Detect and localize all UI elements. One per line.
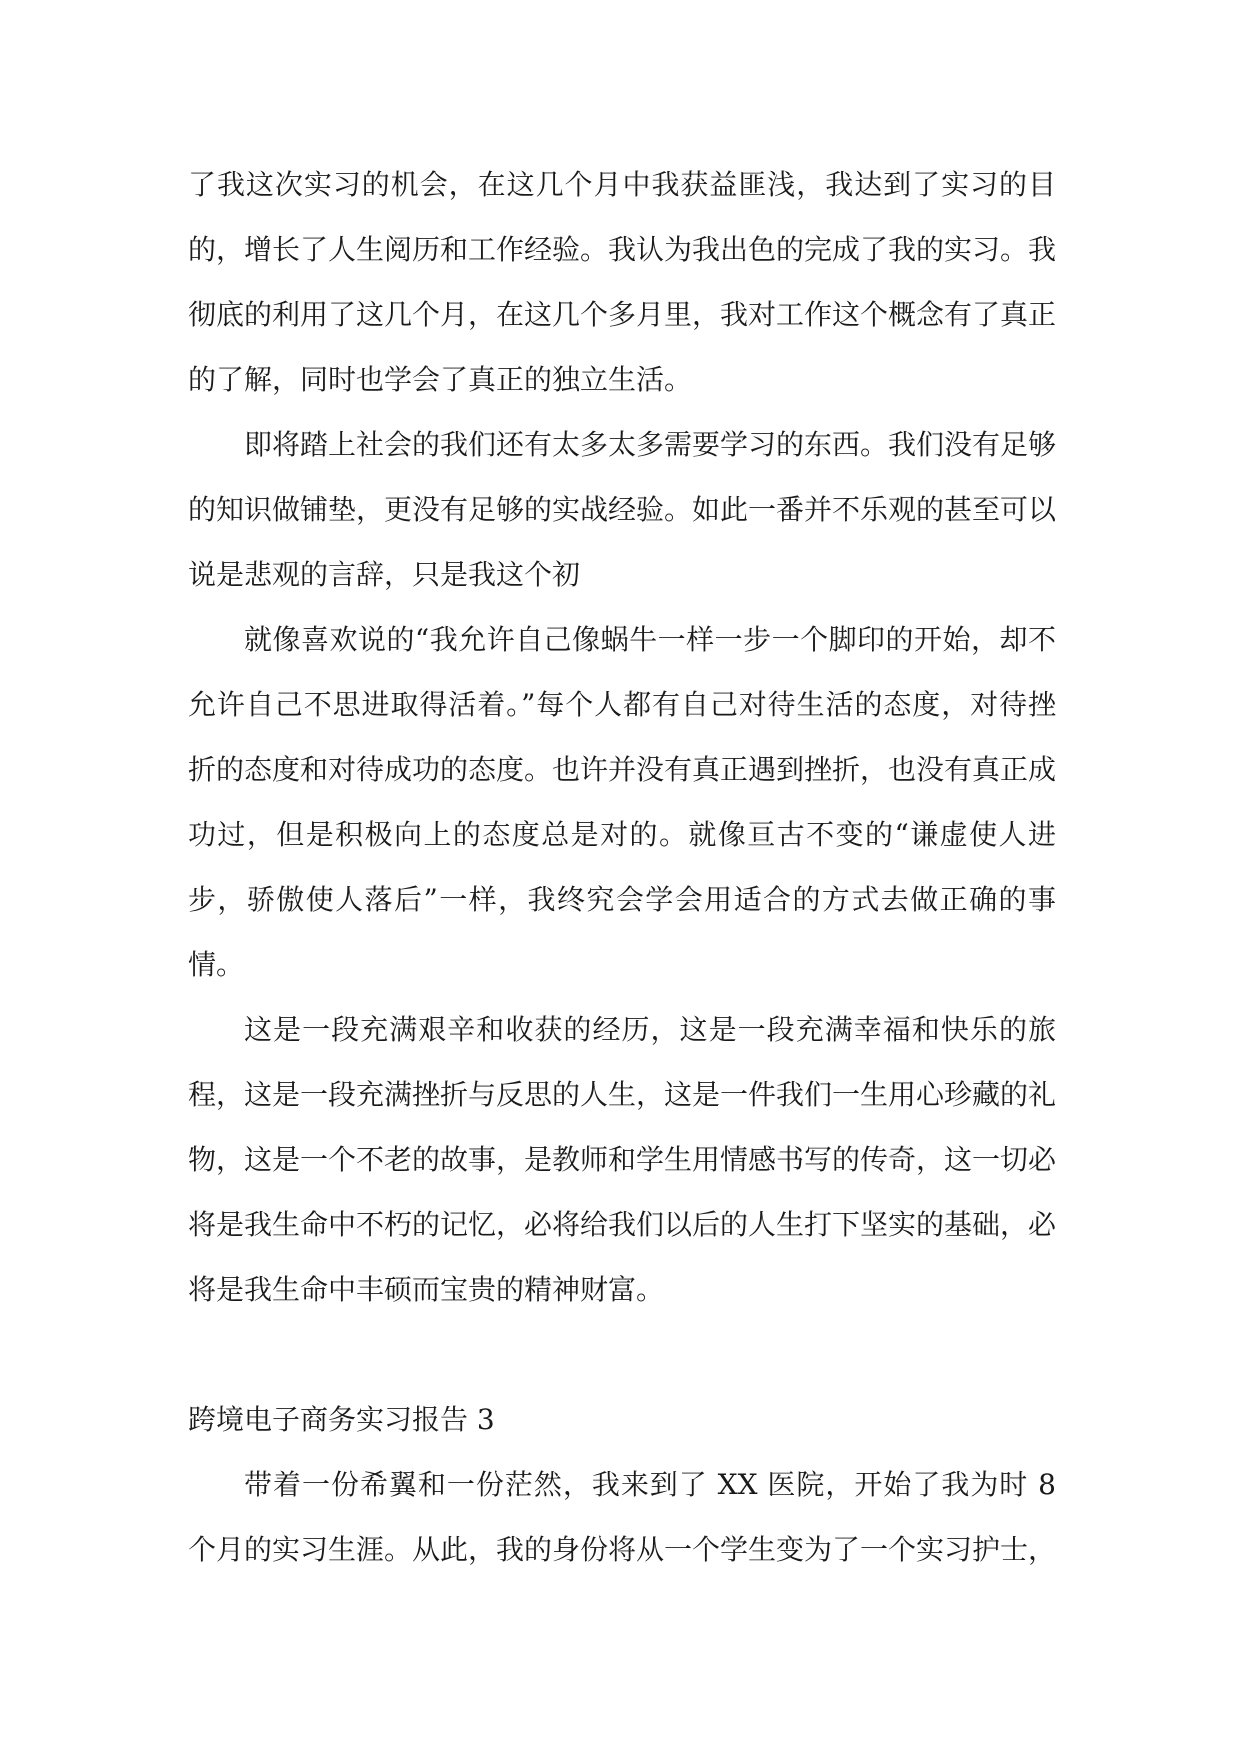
paragraph-4: 这是一段充满艰辛和收获的经历，这是一段充满幸福和快乐的旅程，这是一段充满挫折与反思的人生，这是一件我们一生用心珍藏的礼物，这是一个不老的故事，是教师和学生用情感书写的传奇，这一切必将是我生命中不朽的记忆，必将给我们以后的人生打下坚实的基础，必将是我生命中丰硕而宝贵的精神财富。: [188, 1013, 1057, 1306]
paragraph-3: 就像喜欢说的“我允许自己像蜗牛一样一步一个脚印的开始，却不允许自己不思进取得活着。”每个人都有自己对待生活的态度，对待挫折的态度和对待成功的态度。也许并没有真正遇到挫折，也没有真正成功过，但是积极向上的态度总是对的。就像亘古不变的“谦虚使人进步，骄傲使人落后”一样，我终究会学会用适合的方式去做正确的事情。: [188, 623, 1057, 981]
paragraph-5: 带着一份希翼和一份茫然，我来到了 XX 医院，开始了我为时 8 个月的实习生涯。从此，我的身份将从一个学生变为了一个实习护士，: [188, 1468, 1057, 1566]
document-page: [188, 152, 1056, 1582]
paragraph-1: 了我这次实习的机会，在这几个月中我获益匪浅，我达到了实习的目的，增长了人生阅历和工作经验。我认为我出色的完成了我的实习。我彻底的利用了这几个月，在这几个多月里，我对工作这个概念有了真正的了解，同时也学会了真正的独立生活。: [188, 168, 1057, 396]
paragraph-2: 即将踏上社会的我们还有太多太多需要学习的东西。我们没有足够的知识做铺垫，更没有足够的实战经验。如此一番并不乐观的甚至可以说是悲观的言辞，只是我这个初: [188, 428, 1057, 591]
section-heading: 跨境电子商务实习报告 3: [188, 1403, 495, 1436]
